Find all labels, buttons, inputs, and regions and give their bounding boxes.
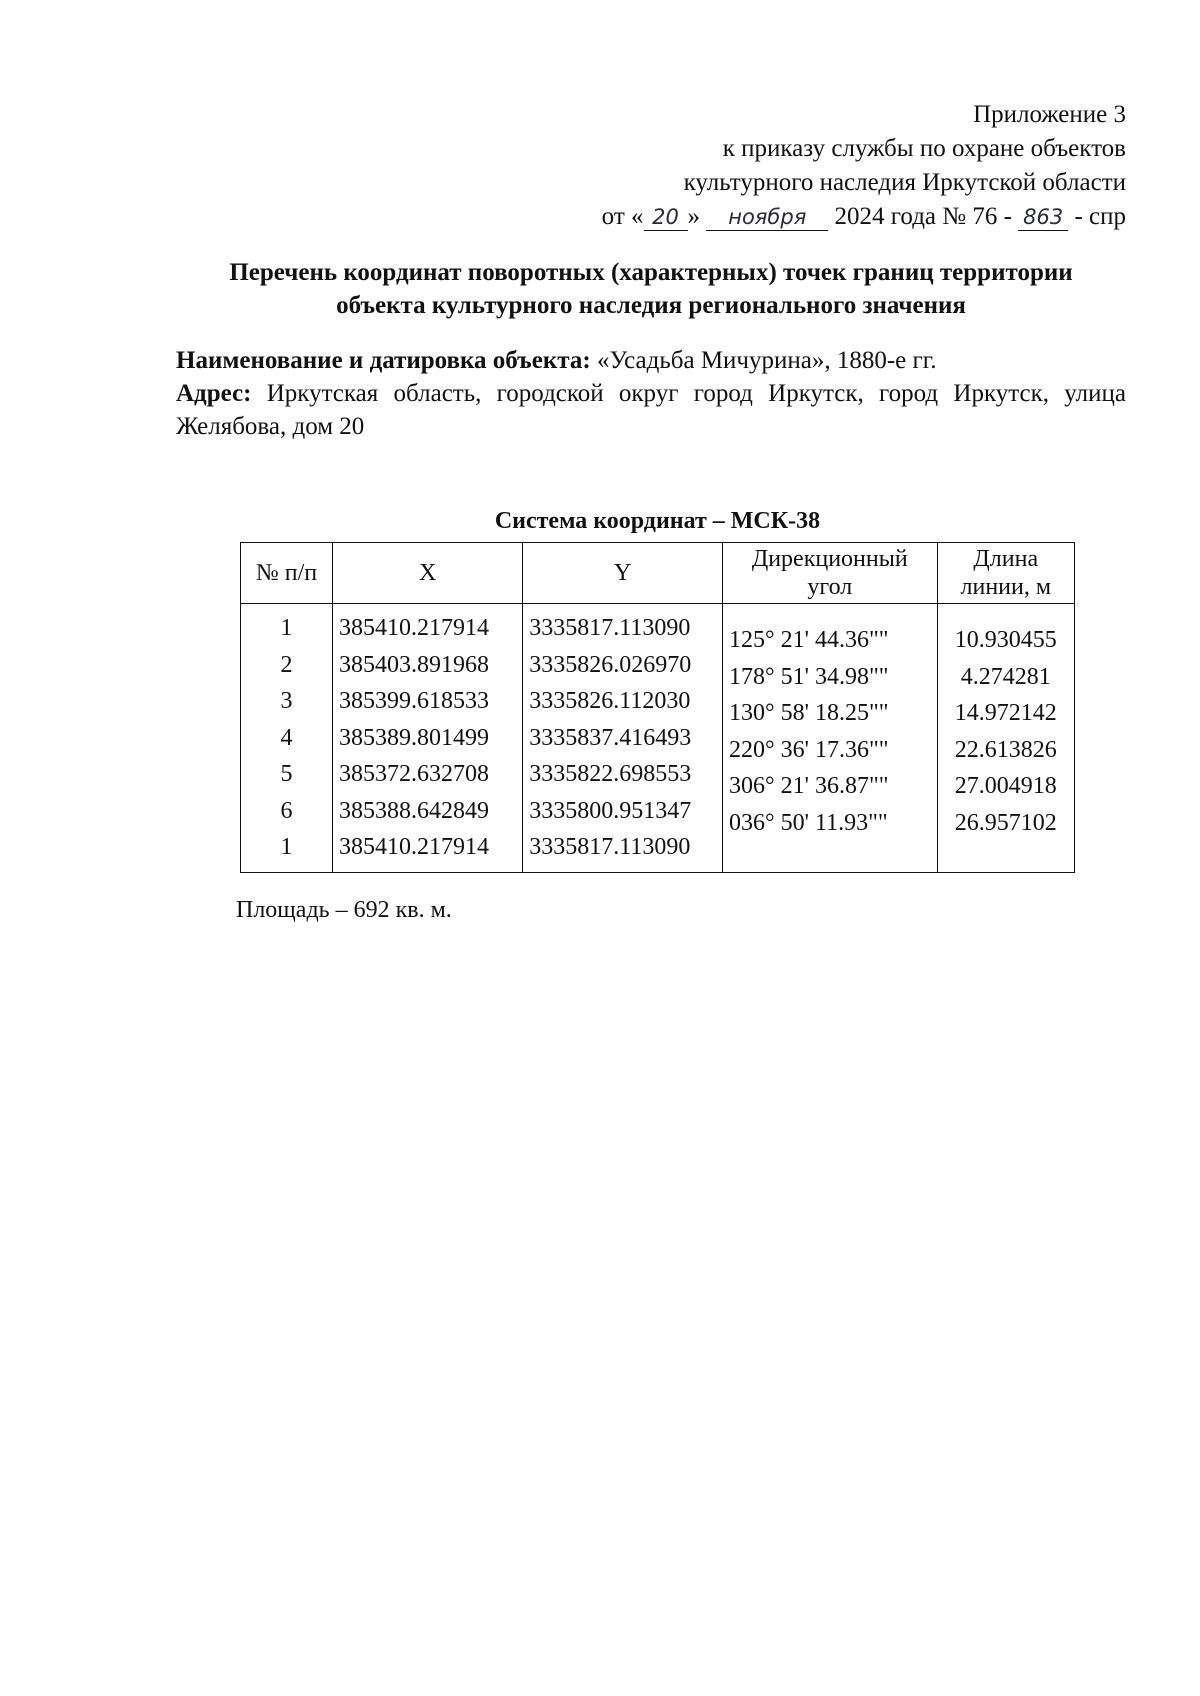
x-coordinate: 385372.632708: [339, 761, 490, 787]
direction-angles-column: [723, 604, 938, 873]
x-coordinate: 385399.618533: [339, 688, 490, 714]
y-coordinate: 3335817.113090: [529, 834, 691, 860]
direction-angle: 125° 21' 44.36"": [729, 627, 889, 653]
header-y: Y: [523, 543, 723, 604]
handwritten-order-number: 863: [1018, 204, 1068, 231]
y-coordinate: 3335822.698553: [529, 761, 692, 787]
header-length-line-2: линии, м: [960, 574, 1052, 600]
header-length: [937, 543, 1074, 604]
x-coordinates-column: [333, 604, 523, 873]
header-x: X: [333, 543, 523, 604]
date-close-quote: »: [687, 203, 701, 230]
header-num: № п/п: [241, 543, 333, 604]
object-name-label: Наименование и датировка объекта:: [176, 347, 591, 374]
direction-angle: 306° 21' 36.87"": [729, 773, 889, 799]
direction-angle: 036° 50' 11.93"": [729, 809, 888, 836]
authority-name: культурного наследия Иркутской области: [683, 169, 1126, 196]
y-coordinates-column: [523, 604, 723, 873]
y-coordinate: 3335826.112030: [529, 688, 691, 714]
handwritten-day: 20: [644, 204, 688, 231]
y-coordinate: 3335837.416493: [529, 724, 692, 751]
point-number: 3: [280, 688, 293, 714]
area-value: Площадь – 692 кв. м.: [236, 897, 452, 923]
y-coordinate: 3335800.951347: [529, 797, 692, 824]
line-length: 14.972142: [954, 700, 1057, 726]
object-name-row: [176, 344, 1126, 377]
y-coordinate: 3335817.113090: [529, 615, 691, 641]
line-length: 27.004918: [954, 773, 1057, 799]
x-coordinate: 385389.801499: [339, 724, 490, 751]
table-header-row: [241, 543, 1075, 604]
point-number: 2: [280, 651, 293, 678]
line-length: 26.957102: [954, 809, 1057, 836]
appendix-title: Приложение 3: [973, 101, 1126, 128]
header-angle-line-1: Дирекционный: [751, 546, 908, 572]
x-coordinate: 385403.891968: [339, 651, 490, 678]
line-lengths-column: [937, 604, 1074, 873]
order-suffix: - спр: [1074, 203, 1126, 230]
point-numbers-column: [241, 604, 333, 873]
line-length: 22.613826: [954, 736, 1057, 763]
point-number: 1: [280, 834, 293, 860]
line-length: 10.930455: [954, 627, 1057, 653]
title-line-2: объекта культурного наследия регионального значения: [336, 292, 966, 319]
order-date-line: [486, 200, 1126, 234]
handwritten-month: ноября: [706, 204, 828, 231]
direction-angle: 220° 36' 17.36"": [729, 736, 889, 763]
point-number: 1: [280, 615, 293, 641]
direction-angle: 130° 58' 18.25"": [729, 700, 889, 726]
object-address-label: Адрес:: [176, 380, 252, 407]
line-length: 4.274281: [960, 663, 1051, 690]
point-number: 6: [280, 797, 293, 824]
document-title: [176, 256, 1126, 322]
order-reference: к приказу службы по охране объектов: [722, 135, 1126, 162]
object-address-value: Иркутская область, городской округ город Иркутск, город Иркутск, улица Желябова, дом 20: [176, 380, 1127, 440]
date-prefix: от «: [601, 203, 644, 230]
header-length-line-1: Длина: [973, 546, 1039, 572]
coordinates-table: [240, 542, 1075, 873]
direction-angle: 178° 51' 34.98"": [729, 663, 889, 690]
order-year-number: 2024 года № 76 -: [834, 203, 1012, 230]
header-angle-line-2: угол: [807, 574, 853, 600]
object-name-value: «Усадьба Мичурина», 1880-е гг.: [596, 347, 937, 374]
x-coordinate: 385410.217914: [339, 834, 490, 860]
x-coordinate: 385388.642849: [339, 797, 490, 824]
header-angle: [723, 543, 938, 604]
object-info: [176, 344, 1126, 443]
point-number: 4: [280, 724, 293, 751]
x-coordinate: 385410.217914: [339, 615, 490, 641]
appendix-header: [486, 98, 1126, 234]
title-line-1: Перечень координат поворотных (характерных) точек границ территории: [229, 259, 1073, 286]
table-body-row: [241, 604, 1075, 873]
point-number: 5: [280, 761, 293, 787]
y-coordinate: 3335826.026970: [529, 651, 692, 678]
table-caption: Система координат – МСК-38: [494, 508, 821, 534]
object-address-row: [176, 377, 1126, 443]
